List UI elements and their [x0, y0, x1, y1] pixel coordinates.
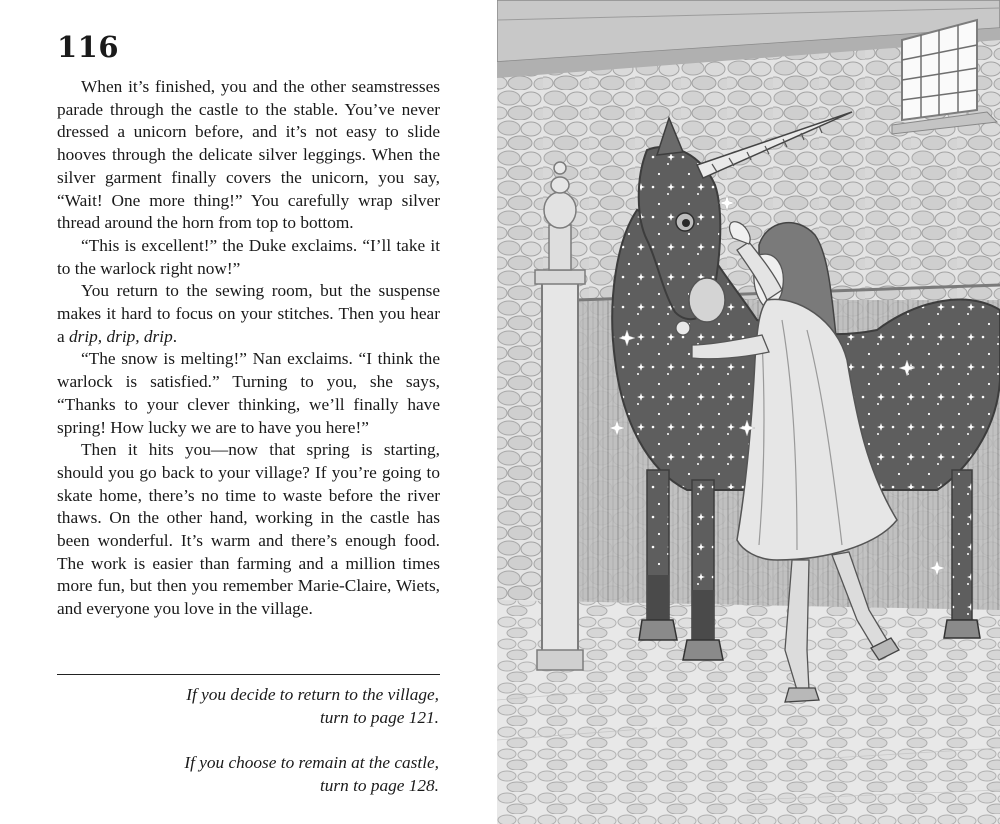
choice-2-line-2: turn to page 128.	[319, 775, 439, 795]
story-paragraph-3-start: You return to the sewing room, but the suspense makes it hard to focus on your stitches. Then you hear a	[57, 281, 440, 346]
choice-remain-castle[interactable]	[57, 752, 439, 797]
choice-2-line-1: If you choose to remain at the castle,	[184, 753, 439, 772]
thread-spool	[676, 321, 690, 335]
story-paragraph-1: When it’s finished, you and the other seamstresses parade through the castle to the stable. You’ve never dressed a unicorn before, and it’s not easy to slide hooves through the delicate silver leggings. When the silver garment finally covers the unicorn, you say, “Wait! One more thing!” You carefully wrap silver thread around the horn from top to bottom.	[57, 77, 440, 233]
drip-sound-text: drip, drip, drip	[69, 326, 173, 346]
unicorn-illustration	[497, 0, 1000, 824]
choice-divider	[57, 674, 440, 675]
page-number: 116	[57, 30, 120, 64]
choice-return-village[interactable]	[57, 684, 439, 729]
story-paragraph-3-end: .	[172, 326, 178, 346]
illustration-page	[497, 0, 1000, 824]
choice-1-line-1: If you decide to return to the village,	[186, 685, 439, 704]
story-paragraph-5: Then it hits you—now that spring is starting, should you go back to your village? If you’re going to skate home, there’s no time to waste before the river thaws. On the other hand, working in the castle has been wonderful. It’s warm and there’s enough food. The work is easier than farming and a million times more fun, but then you remember Marie-Claire, Wiets, and everyone you love in the village.	[57, 440, 440, 619]
text-page	[0, 0, 497, 824]
story-paragraph-4: “The snow is melting!” Nan exclaims. “I think the warlock is satisfied.” Turning to you, she says, “Thanks to your clever thinking, we’ll finally have spring! How lucky we are to have you here!”	[57, 349, 440, 437]
choice-1-line-2: turn to page 121.	[319, 707, 439, 727]
story-text	[57, 76, 440, 621]
story-paragraph-2: “This is excellent!” the Duke exclaims. “I’ll take it to the warlock right now!”	[57, 235, 440, 278]
story-paragraph-3	[57, 280, 440, 348]
